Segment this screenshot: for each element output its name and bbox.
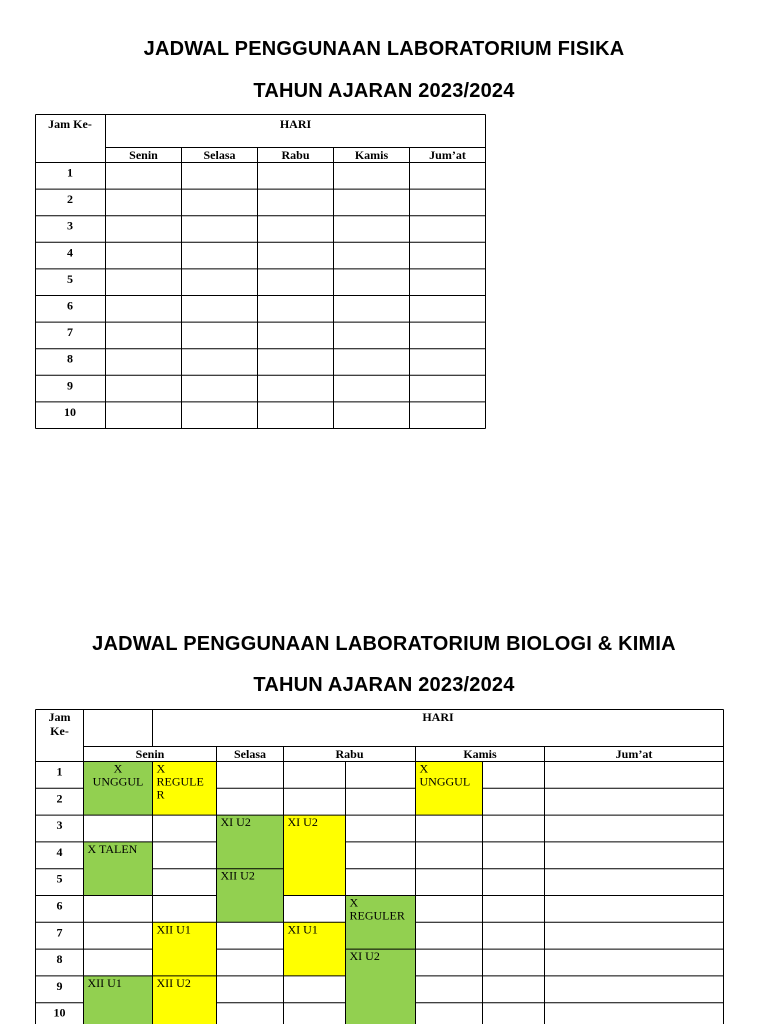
schedule-entry-text: XI U2	[287, 815, 318, 830]
bio-period-label: 3	[56, 818, 63, 833]
bio-chem-table	[36, 710, 724, 1024]
schedule-entry-text: UNGGUL	[419, 774, 471, 789]
bio-day-header: Senin	[135, 747, 165, 761]
bio-period-label: 2	[56, 791, 63, 806]
bio-period-label: 4	[56, 844, 63, 859]
schedule-entry-text: X	[156, 761, 166, 776]
schedule-entry-text: REGULE	[156, 774, 204, 789]
schedule-entry-text: XI U2	[349, 949, 380, 964]
schedule-entry-text: X	[113, 761, 123, 776]
schedule-entry-text: X	[419, 761, 429, 776]
bio-period-label: 1	[56, 764, 63, 779]
physics-period-label: 5	[67, 271, 73, 286]
bio-period-label: 10	[53, 1005, 66, 1020]
physics-period-label: 2	[67, 192, 73, 207]
bio-header-ke: Ke-	[50, 724, 69, 738]
schedule-entry-text: XI U1	[287, 922, 318, 937]
bio-day-header: Rabu	[335, 747, 364, 761]
physics-period-label: 8	[67, 351, 73, 366]
physics-period-label: 9	[67, 378, 73, 393]
physics-day-header: Rabu	[281, 148, 310, 162]
bio-header-hari: HARI	[422, 710, 454, 724]
schedule-entry-text: UNGGUL	[92, 774, 144, 789]
bio-day-header: Jum’at	[615, 747, 653, 761]
schedule-entry-text: X	[349, 895, 359, 910]
schedule-entry-text: XII U1	[156, 922, 191, 937]
physics-table	[36, 115, 486, 429]
physics-period-label: 3	[67, 218, 73, 233]
bio-period-label: 6	[56, 898, 63, 913]
physics-period-label: 7	[67, 325, 73, 340]
physics-period-label: 4	[67, 245, 73, 260]
schedule-entry-text: XII U2	[156, 975, 191, 990]
bio-period-label: 9	[56, 978, 63, 993]
bio-period-label: 7	[56, 925, 63, 940]
bio-period-label: 8	[56, 952, 63, 967]
schedule-entry-text: XI U2	[220, 815, 251, 830]
bio-period-label: 5	[56, 871, 63, 886]
physics-period-label: 10	[64, 404, 76, 419]
bio-chem-subtitle: TAHUN AJARAN 2023/2024	[253, 674, 515, 696]
physics-header-jam: Jam Ke-	[48, 117, 92, 131]
schedule-entry-text: X TALEN	[87, 841, 138, 856]
physics-day-header: Kamis	[354, 148, 389, 162]
physics-title: JADWAL PENGGUNAAN LABORATORIUM FISIKA	[143, 38, 625, 60]
bio-chem-title: JADWAL PENGGUNAAN LABORATORIUM BIOLOGI & KIMIA	[92, 633, 676, 655]
schedule-entry-text: R	[156, 787, 165, 802]
bio-day-header: Selasa	[233, 747, 267, 761]
physics-header-hari: HARI	[279, 117, 312, 131]
schedule-entry-text: REGULER	[349, 908, 405, 923]
bio-header-jam: Jam	[48, 710, 71, 724]
schedule-entry-text: XII U2	[220, 868, 255, 883]
physics-subtitle: TAHUN AJARAN 2023/2024	[253, 80, 515, 102]
schedule-entry-text: XII U1	[87, 975, 122, 990]
physics-period-label: 6	[67, 298, 73, 313]
bio-day-header: Kamis	[463, 747, 497, 761]
physics-day-header: Jum’at	[429, 148, 466, 162]
physics-day-header: Selasa	[203, 148, 236, 162]
physics-day-header: Senin	[129, 148, 158, 162]
physics-period-label: 1	[67, 165, 73, 180]
